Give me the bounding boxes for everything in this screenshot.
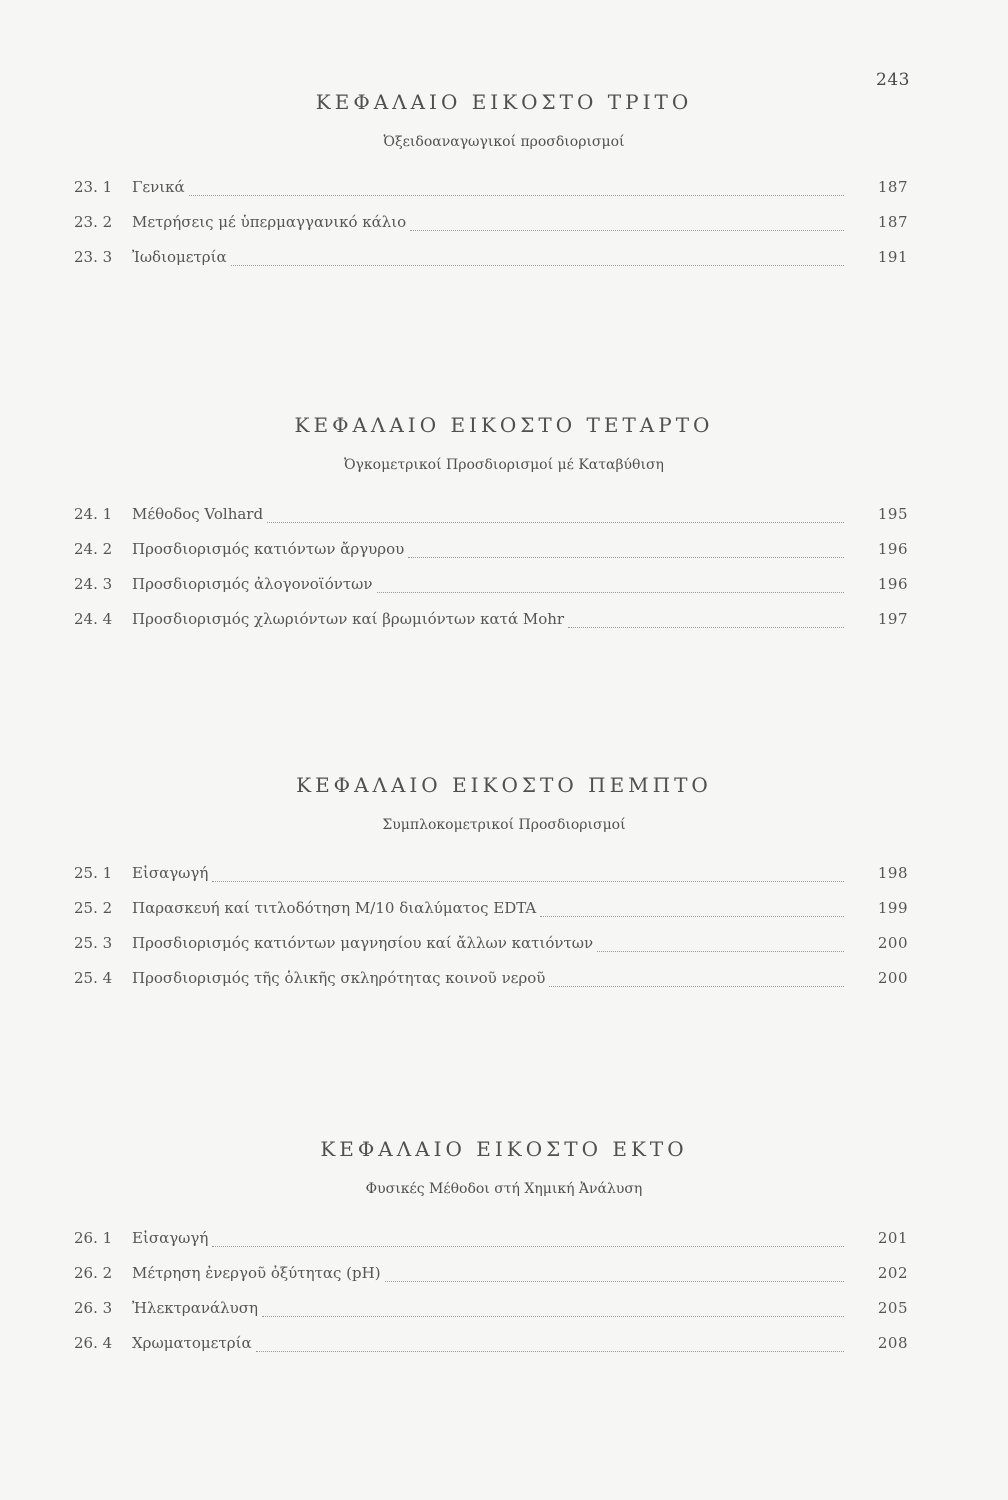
entry-number: 26. 2 [74, 1264, 113, 1282]
toc-entry[interactable] [74, 178, 908, 200]
entry-number: 26. 1 [74, 1229, 113, 1247]
entry-number: 24. 2 [74, 540, 113, 558]
dot-leader [408, 556, 844, 558]
toc-entry[interactable] [74, 1299, 908, 1321]
dot-leader [597, 950, 844, 952]
page-number: 243 [876, 70, 910, 90]
entry-number: 23. 2 [74, 213, 113, 231]
toc-entry[interactable] [74, 575, 908, 597]
entry-label: Μέθοδος Volhard [132, 505, 264, 523]
toc-entry[interactable] [74, 248, 908, 270]
dot-leader [410, 229, 844, 231]
entry-label: Εἰσαγωγή [132, 1229, 209, 1247]
entry-page: 198 [877, 864, 908, 882]
chapter-subtitle: Συμπλοκομετρικοί Προσδιορισμοί [382, 817, 626, 833]
toc-entry[interactable] [74, 213, 908, 235]
dot-leader [540, 915, 844, 917]
entry-number: 24. 3 [74, 575, 113, 593]
entry-label: Χρωματομετρία [132, 1334, 252, 1352]
chapter-title: ΚΕΦΑΛΑΙΟ ΕΙΚΟΣΤΟ ΕΚΤΟ [320, 1137, 688, 1161]
chapter-subtitle: Ὀγκομετρικοί Προσδιορισμοί μέ Καταβύθιση [344, 457, 664, 473]
entry-number: 24. 4 [74, 610, 113, 628]
dot-leader [267, 521, 844, 523]
entry-page: 202 [877, 1264, 908, 1282]
toc-entry[interactable] [74, 610, 908, 632]
entry-label: Προσδιορισμός χλωριόντων καί βρωμιόντων κατά Mohr [132, 610, 565, 628]
dot-leader [231, 264, 844, 266]
chapter-24 [0, 413, 1008, 473]
chapter-23 [0, 90, 1008, 150]
chapter-title: ΚΕΦΑΛΑΙΟ ΕΙΚΟΣΤΟ ΤΕΤΑΡΤΟ [294, 413, 714, 437]
chapter-25 [0, 773, 1008, 833]
dot-leader [256, 1350, 844, 1352]
entry-number: 26. 3 [74, 1299, 113, 1317]
toc-entry[interactable] [74, 969, 908, 991]
entry-page: 201 [877, 1229, 908, 1247]
dot-leader [377, 591, 845, 593]
entry-label: Ἠλεκτρανάλυση [132, 1299, 258, 1317]
entry-label: Προσδιορισμός κατιόντων ἄργυρου [132, 540, 405, 558]
entry-label: Προσδιορισμός κατιόντων μαγνησίου καί ἄλλων κατιόντων [132, 934, 594, 952]
entry-page: 200 [877, 969, 908, 987]
chapter-title: ΚΕΦΑΛΑΙΟ ΕΙΚΟΣΤΟ ΤΡΙΤΟ [315, 90, 693, 114]
entry-label: Γενικά [132, 178, 185, 196]
entry-page: 196 [877, 540, 908, 558]
dot-leader [385, 1280, 844, 1282]
entry-page: 187 [877, 213, 908, 231]
entry-page: 199 [877, 899, 908, 917]
chapter-subtitle: Φυσικές Μέθοδοι στή Χημική Ἀνάλυση [365, 1181, 643, 1197]
toc-entry[interactable] [74, 540, 908, 562]
entry-number: 23. 1 [74, 178, 113, 196]
entry-label: Εἰσαγωγή [132, 864, 209, 882]
entry-label: Προσδιορισμός ἀλογονοϊόντων [132, 575, 373, 593]
entry-page: 195 [877, 505, 908, 523]
entry-number: 25. 1 [74, 864, 113, 882]
toc-entry[interactable] [74, 899, 908, 921]
dot-leader [262, 1315, 844, 1317]
entry-number: 24. 1 [74, 505, 113, 523]
toc-entry[interactable] [74, 1264, 908, 1286]
entry-label: Προσδιορισμός τῆς ὁλικῆς σκληρότητας κοινοῦ νεροῦ [132, 969, 546, 987]
toc-entry[interactable] [74, 934, 908, 956]
entry-number: 26. 4 [74, 1334, 113, 1352]
entry-page: 196 [877, 575, 908, 593]
chapter-subtitle: Ὀξειδοαναγωγικοί προσδιορισμοί [383, 134, 625, 150]
entry-label: Μέτρηση ἐνεργοῦ ὀξύτητας (pH) [132, 1264, 381, 1282]
entry-label: Παρασκευή καί τιτλοδότηση Μ/10 διαλύματος EDTA [132, 899, 537, 917]
entry-page: 205 [877, 1299, 908, 1317]
dot-leader [189, 194, 844, 196]
toc-entry[interactable] [74, 1229, 908, 1251]
entry-page: 187 [877, 178, 908, 196]
entry-number: 25. 2 [74, 899, 113, 917]
entry-number: 23. 3 [74, 248, 113, 266]
entry-number: 25. 4 [74, 969, 113, 987]
toc-entry[interactable] [74, 1334, 908, 1356]
entry-page: 200 [877, 934, 908, 952]
toc-entry[interactable] [74, 505, 908, 527]
entry-page: 197 [877, 610, 908, 628]
entry-label: Ἰωδιομετρία [132, 248, 227, 266]
entry-label: Μετρήσεις μέ ὑπερμαγγανικό κάλιο [132, 213, 407, 231]
entry-number: 25. 3 [74, 934, 113, 952]
chapter-title: ΚΕΦΑΛΑΙΟ ΕΙΚΟΣΤΟ ΠΕΜΠΤΟ [296, 773, 712, 797]
toc-entry[interactable] [74, 864, 908, 886]
entry-page: 191 [877, 248, 908, 266]
dot-leader [212, 880, 844, 882]
dot-leader [212, 1245, 844, 1247]
dot-leader [568, 626, 844, 628]
chapter-26 [0, 1137, 1008, 1197]
entry-page: 208 [877, 1334, 908, 1352]
dot-leader [549, 985, 844, 987]
